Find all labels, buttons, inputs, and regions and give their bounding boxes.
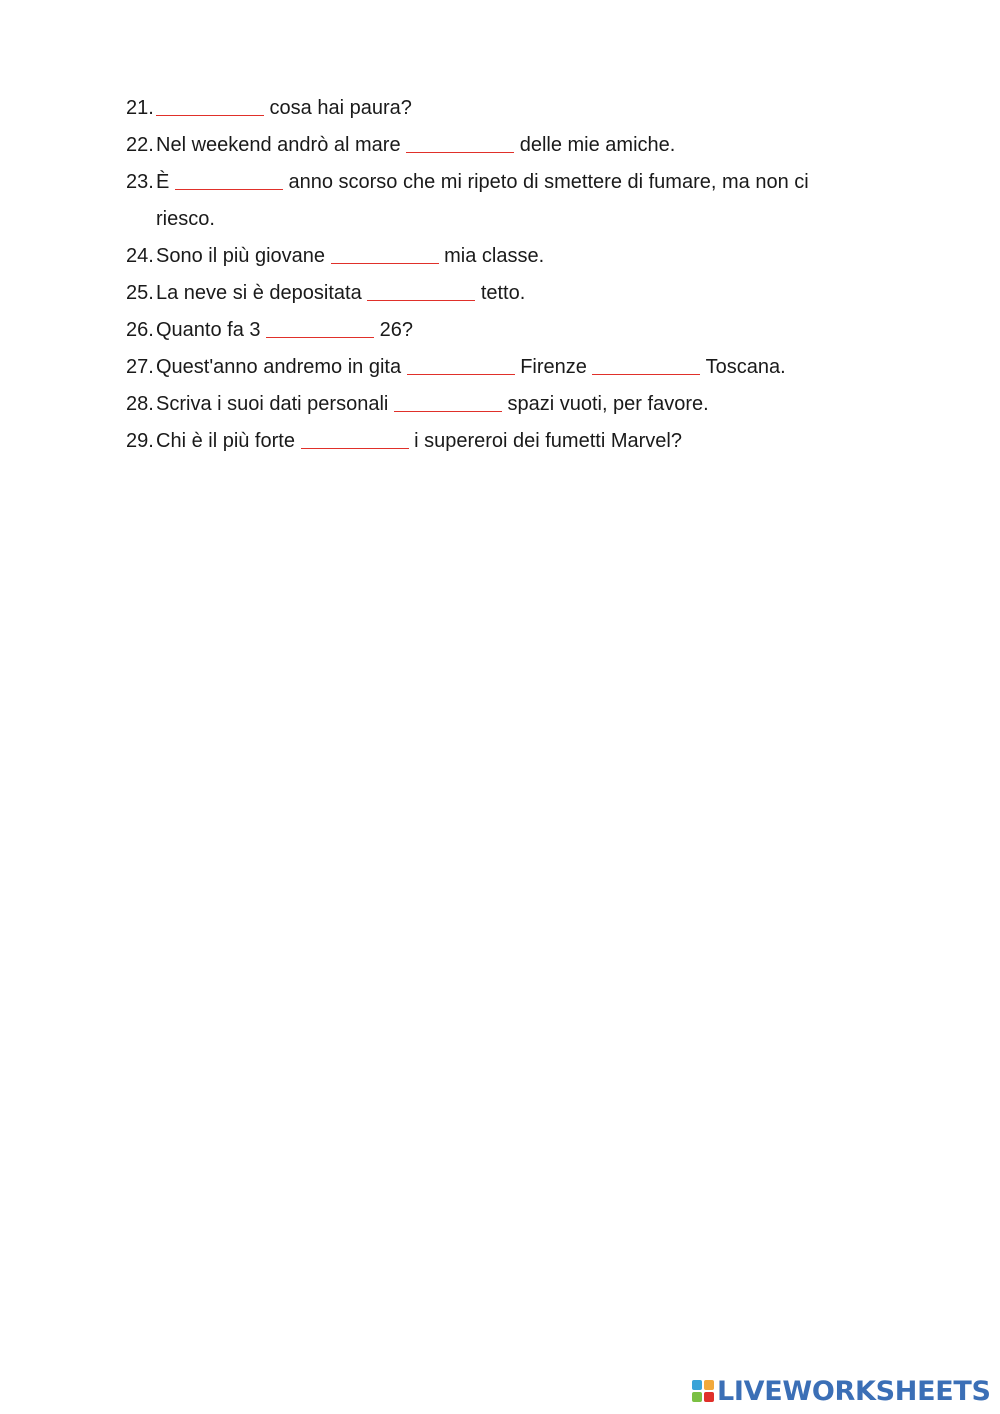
question-text-part: mia classe. [438,245,545,267]
question-number: 26. [126,319,154,341]
question-number: 24. [126,245,154,267]
question-text-part: tetto. [475,282,526,304]
question-text [156,386,866,423]
question-text-part: Nel weekend andrò al mare [156,134,407,156]
question-text-part: Toscana. [700,356,786,378]
question-text-part: La neve si è depositata [156,282,368,304]
question-text-part: 26? [374,319,414,341]
question-list [126,90,866,460]
question-item [126,312,866,349]
answer-blank[interactable] [367,280,475,301]
logo-tile-1 [692,1380,702,1390]
question-item [126,275,866,312]
question-text-part: spazi vuoti, per favore. [501,393,709,415]
logo-tile-2 [704,1380,714,1390]
logo-wordmark: LIVEWORKSHEETS [717,1375,991,1407]
question-text [156,312,866,349]
question-text [156,127,866,164]
question-item [126,164,866,238]
liveworksheets-logo [692,1374,991,1408]
answer-blank[interactable] [301,428,409,449]
answer-blank[interactable] [407,354,515,375]
question-text-part: Quanto fa 3 [156,319,267,341]
answer-blank[interactable] [406,132,514,153]
question-text [156,423,866,460]
question-number: 28. [126,393,154,415]
question-text [156,238,866,275]
question-item [126,90,866,127]
logo-tile-4 [704,1392,714,1402]
question-item [126,386,866,423]
question-number: 22. [126,134,154,156]
question-text-part: i supereroi dei fumetti Marvel? [408,430,682,452]
question-text-part: Chi è il più forte [156,430,301,452]
question-item [126,127,866,164]
question-number: 21. [126,97,154,119]
question-number: 23. [126,171,154,193]
question-text-part: anno scorso che mi ripeto di smettere di fumare, ma non ci riesco. [156,171,809,230]
question-number: 29. [126,430,154,452]
question-text-part: Sono il più giovane [156,245,331,267]
question-text-part: Quest'anno andremo in gita [156,356,407,378]
question-item [126,423,866,460]
question-text [156,275,866,312]
answer-blank[interactable] [266,317,374,338]
question-text-part: cosa hai paura? [264,97,412,119]
question-item [126,238,866,275]
answer-blank[interactable] [592,354,700,375]
question-item [126,349,866,386]
answer-blank[interactable] [175,169,283,190]
question-text [156,349,866,386]
question-text-part: Scriva i suoi dati personali [156,393,394,415]
liveworksheets-logo-icon [692,1380,714,1402]
question-text [156,90,866,127]
question-text [156,164,866,238]
question-number: 25. [126,282,154,304]
answer-blank[interactable] [156,95,264,116]
question-number: 27. [126,356,154,378]
logo-tile-3 [692,1392,702,1402]
answer-blank[interactable] [331,243,439,264]
answer-blank[interactable] [394,391,502,412]
question-text-part: Firenze [514,356,593,378]
question-text-part: delle mie amiche. [514,134,676,156]
question-text-part: È [156,171,175,193]
